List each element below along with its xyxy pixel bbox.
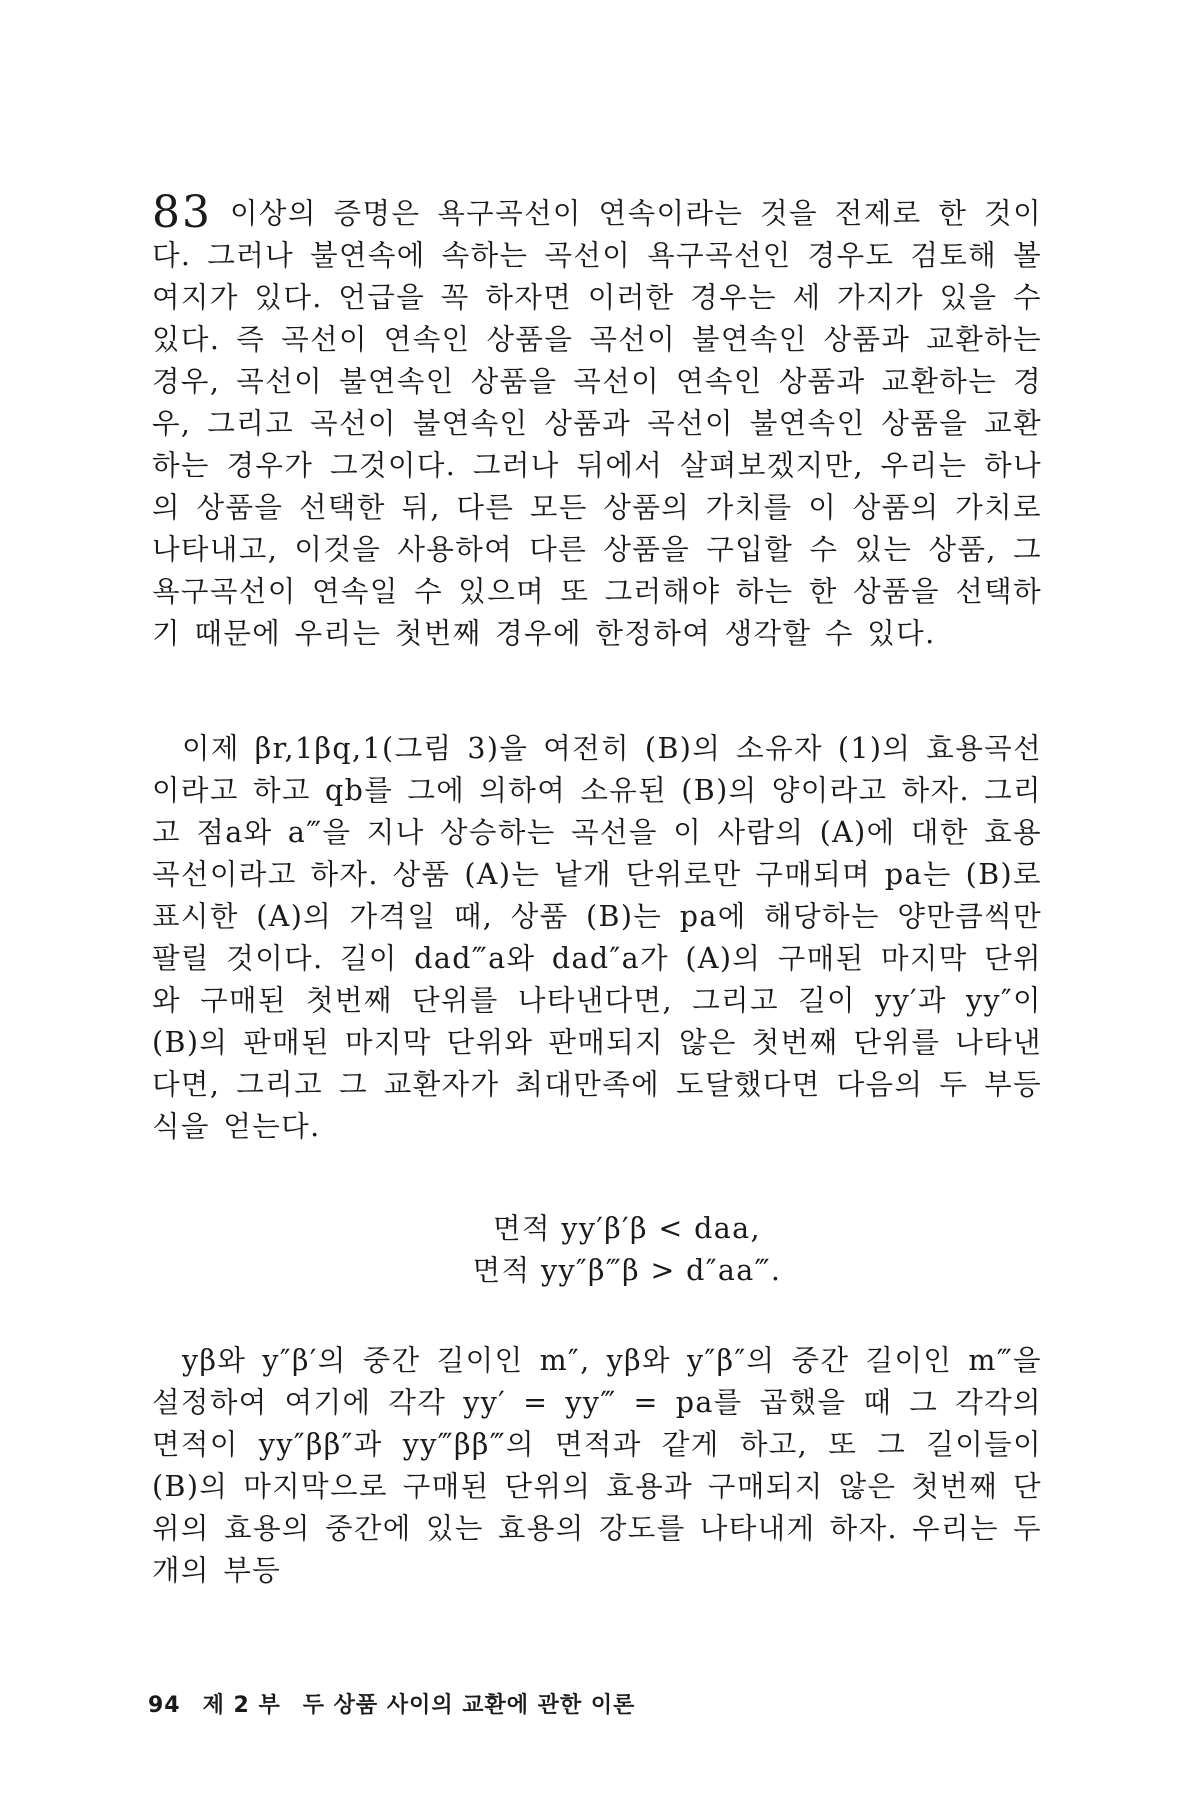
- paragraph-2: 이제 βr,1βq,1(그림 3)을 여전히 (B)의 소유자 (1)의 효용곡선이라고 하고 qb를 그에 의하여 소유된 (B)의 양이라고 하자. 그리고 점a와 a‴을 지나 상승하는 곡선을 이 사람의 (A)에 대한 효용곡선이라고 하자. 상품 (A)는 낱개 단위로만 구매되며 pa는 (B)로 표시한 (A)의 가격일 때, 상품 (B)는 pa에 해당하는 양만큼씩만 팔릴 것이다. 길이 dad‴a와 dad″a가 (A)의 구매된 마지막 단위와 구매된 첫번째 단위를 나타낸다면, 그리고 길이 yy′과 yy″이 (B)의 판매된 마지막 단위와 판매되지 않은 첫번째 단위를 나타낸다면, 그리고 그 교환자가 최대만족에 도달했다면 다음의 두 부등식을 얻는다.: [152, 732, 1042, 1143]
- paragraph-3: yβ와 y″β′의 중간 길이인 m″, yβ와 y″β″의 중간 길이인 m‴을 설정하여 여기에 각각 yy′ = yy‴ = pa를 곱했을 때 그 각각의 면적이 yy″ββ″과 yy‴ββ‴의 면적과 같게 하고, 또 그 길이들이 (B)의 마지막으로 구매된 단위의 효용과 구매되지 않은 첫번째 단위의 효용의 중간에 있는 효용의 강도를 나타내게 하자. 우리는 두 개의 부등: [152, 1344, 1042, 1587]
- section-number: 83: [152, 187, 212, 238]
- inequalities-block: [152, 1208, 1042, 1292]
- chapter-title: 두 상품 사이의 교환에 관한 이론: [302, 1693, 636, 1718]
- paragraph-1-text: 이상의 증명은 욕구곡선이 연속이라는 것을 전제로 한 것이다. 그러나 불연속에 속하는 곡선이 욕구곡선인 경우도 검토해 볼 여지가 있다. 언급을 꼭 하자면 이러한 경우는 세 가지가 있을 수 있다. 즉 곡선이 연속인 상품을 곡선이 불연속인 상품과 교환하는 경우, 곡선이 불연속인 상품을 곡선이 연속인 상품과 교환하는 경우, 그리고 곡선이 불연속인 상품과 곡선이 불연속인 상품을 교환하는 경우가 그것이다. 그러나 뒤에서 살펴보겠지만, 우리는 하나의 상품을 선택한 뒤, 다른 모든 상품의 가치를 이 상품의 가치로 나타내고, 이것을 사용하여 다른 상품을 구입할 수 있는 상품, 그 욕구곡선이 연속일 수 있으며 또 그러해야 하는 한 상품을 선택하기 때문에 우리는 첫번째 경우에 한정하여 생각할 수 있다.: [152, 197, 1042, 650]
- part-label: 제 2 부: [202, 1693, 281, 1718]
- inequality-2: 면적 yy″β‴β > d″aa‴.: [472, 1254, 782, 1287]
- paragraph-1-block: [152, 187, 1042, 655]
- paragraph-2-block: [152, 728, 1042, 1148]
- paragraph-1: [152, 187, 1042, 655]
- paragraph-3-block: [152, 1340, 1042, 1592]
- page-footer: [148, 1688, 635, 1719]
- inequality-1: 면적 yy′β′β < daa,: [493, 1212, 761, 1245]
- page-number: 94: [148, 1693, 181, 1718]
